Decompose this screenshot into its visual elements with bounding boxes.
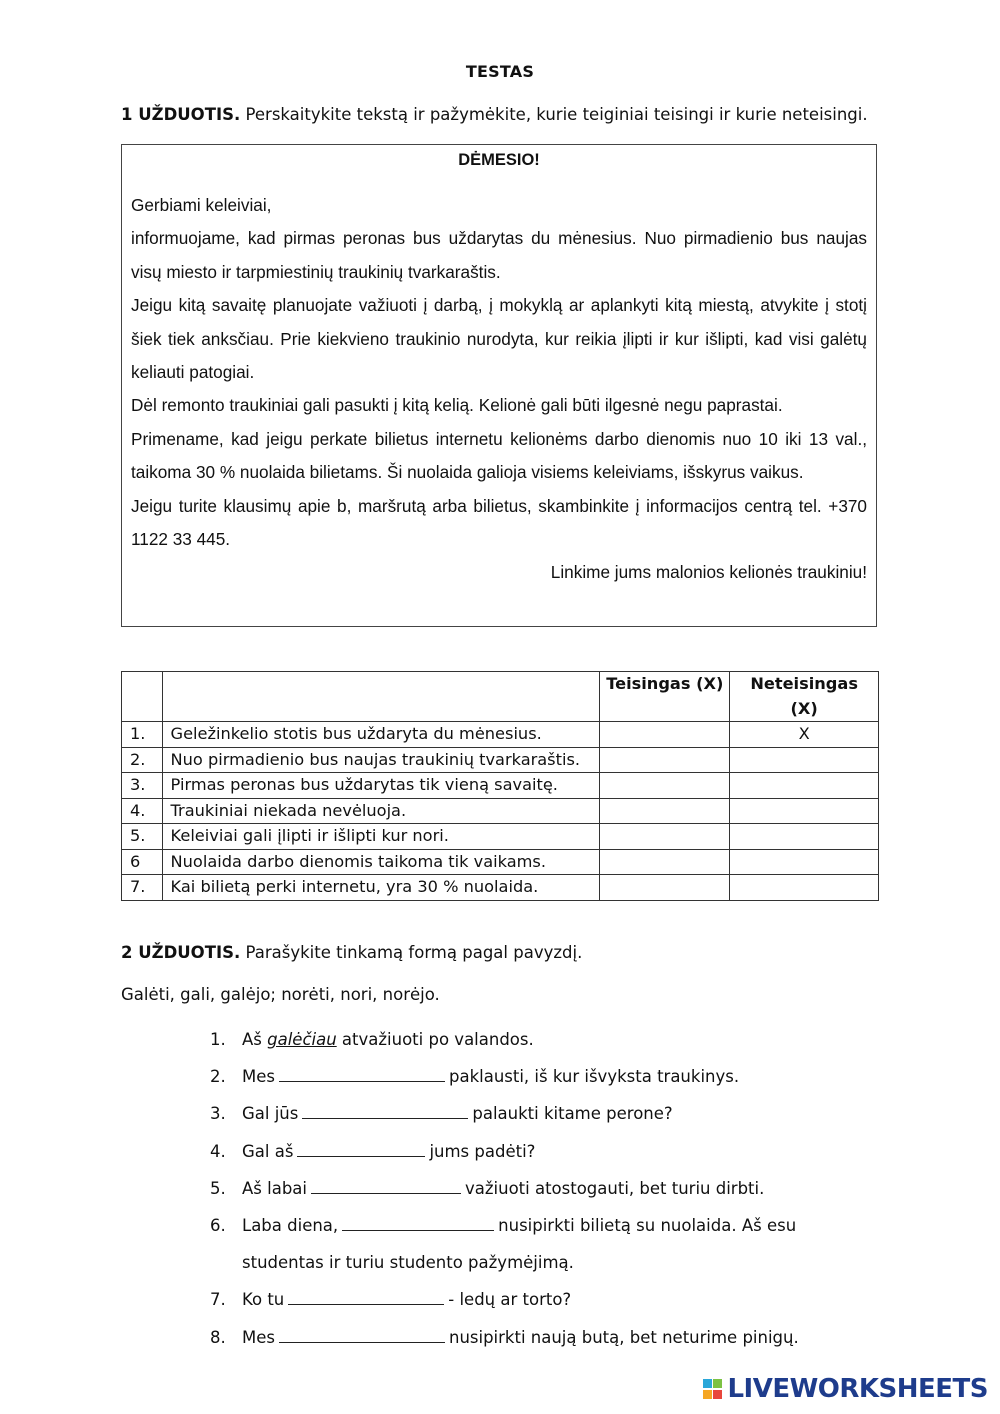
- liveworksheets-logo-icon: [703, 1377, 723, 1401]
- notice-paragraph-1: informuojame, kad pirmas peronas bus uždarytas du mėnesius. Nuo pirmadienio bus naujas visų miesto ir tarpmiestinių traukinių tvarkaraštis.: [131, 228, 867, 282]
- answer-blank-input[interactable]: [297, 1140, 425, 1157]
- exercise-item: [210, 1133, 850, 1170]
- exercise-text-after: jums padėti?: [429, 1141, 536, 1161]
- table-row: [122, 875, 879, 901]
- answer-blank-input[interactable]: [279, 1065, 445, 1082]
- table-row: [122, 747, 879, 773]
- notice-paragraph-4: Primename, kad jeigu perkate bilietus internetu kelionėms darbo dienomis nuo 10 iki 13 val., taikoma 30 % nuolaida bilietams. Ši nuolaida galioja visiems keleiviams, išskyrus vaikus.: [131, 428, 867, 483]
- exercise-number: 1.: [210, 1030, 226, 1049]
- task1-label: 1 UŽDUOTIS.: [121, 105, 241, 124]
- header-statement: [162, 672, 600, 722]
- row-false-cell[interactable]: [730, 875, 879, 901]
- notice-title: DĖMESIO!: [458, 151, 540, 169]
- notice-paragraph-3: Dėl remonto traukiniai gali pasukti į kitą kelią. Kelionė gali būti ilgesnė negu paprastai.: [131, 395, 783, 416]
- exercise-text-before: Laba diena,: [242, 1216, 339, 1236]
- exercise-text-after: nusipirkti naują butą, bet neturime pinigų.: [448, 1327, 799, 1347]
- exercise-text-before: Aš labai: [242, 1178, 307, 1198]
- row-statement: Pirmas peronas bus uždarytas tik vieną savaitę.: [162, 773, 600, 799]
- answer-blank-input[interactable]: [288, 1288, 444, 1305]
- header-num: [122, 672, 163, 722]
- exercise-item: [210, 1058, 850, 1095]
- row-statement: Keleiviai gali įlipti ir išlipti kur nori.: [162, 824, 600, 850]
- exercise-text-after: atvažiuoti po valandos.: [336, 1030, 534, 1049]
- row-false-cell[interactable]: X: [730, 722, 879, 748]
- row-number: 1.: [122, 722, 163, 748]
- row-false-cell[interactable]: [730, 798, 879, 824]
- answer-blank-input[interactable]: [311, 1177, 461, 1194]
- row-true-cell[interactable]: [600, 722, 730, 748]
- exercise-text-after: paklausti, iš kur išvyksta traukinys.: [448, 1067, 740, 1087]
- exercise-number: 4.: [210, 1141, 226, 1161]
- row-statement: Geležinkelio stotis bus uždaryta du mėnesius.: [162, 722, 600, 748]
- exercise-text-before: Gal jūs: [242, 1104, 299, 1124]
- exercise-text-before: Mes: [242, 1067, 275, 1087]
- row-statement: Kai bilietą perki internetu, yra 30 % nuolaida.: [162, 875, 600, 901]
- row-number: 6: [122, 849, 163, 875]
- exercise-text-before: Mes: [242, 1327, 275, 1347]
- row-number: 3.: [122, 773, 163, 799]
- statements-table: [121, 671, 879, 901]
- table-row: [122, 849, 879, 875]
- header-false: Neteisingas (X): [730, 672, 879, 722]
- exercise-list: [210, 1021, 850, 1356]
- watermark: [703, 1374, 988, 1404]
- table-row: [122, 722, 879, 748]
- task2-label: 2 UŽDUOTIS.: [121, 943, 241, 962]
- task1-heading: [121, 105, 868, 124]
- exercise-text-after: nusipirkti bilietą su nuolaida. Aš esu studentas ir turiu studento pažymėjimą.: [242, 1216, 797, 1273]
- exercise-text-after: važiuoti atostogauti, bet turiu dirbti.: [465, 1178, 765, 1198]
- header-true: Teisingas (X): [600, 672, 730, 722]
- row-number: 7.: [122, 875, 163, 901]
- exercise-number: 7.: [210, 1290, 226, 1310]
- exercise-item: [210, 1170, 850, 1207]
- exercise-item: [210, 1021, 850, 1058]
- row-true-cell[interactable]: [600, 747, 730, 773]
- exercise-text-before: Ko tu: [242, 1290, 285, 1310]
- exercise-item: [210, 1095, 850, 1132]
- row-statement: Traukiniai niekada nevėluoja.: [162, 798, 600, 824]
- row-false-cell[interactable]: [730, 747, 879, 773]
- exercise-text-after: palaukti kitame perone?: [472, 1104, 673, 1124]
- exercise-item: [210, 1281, 850, 1318]
- exercise-text-before: Aš: [242, 1030, 268, 1049]
- answer-blank-input[interactable]: [279, 1326, 445, 1343]
- table-row: [122, 773, 879, 799]
- notice-box: [121, 144, 877, 627]
- row-statement: Nuo pirmadienio bus naujas traukinių tvarkaraštis.: [162, 747, 600, 773]
- row-false-cell[interactable]: [730, 773, 879, 799]
- row-false-cell[interactable]: [730, 849, 879, 875]
- exercise-number: 8.: [210, 1327, 226, 1347]
- notice-greeting: Gerbiami keleiviai,: [131, 195, 272, 215]
- task2-heading: [121, 943, 582, 962]
- task1-instruction: Perskaitykite tekstą ir pažymėkite, kurie teiginiai teisingi ir kurie neteisingi.: [245, 105, 868, 124]
- row-true-cell[interactable]: [600, 773, 730, 799]
- exercise-text-before: Gal aš: [242, 1141, 294, 1161]
- table-row: [122, 824, 879, 850]
- page-title: TESTAS: [465, 62, 535, 81]
- exercise-number: 5.: [210, 1178, 226, 1198]
- row-true-cell[interactable]: [600, 849, 730, 875]
- table-row: [122, 798, 879, 824]
- notice-signoff: Linkime jums malonios kelionės traukiniu!: [550, 562, 867, 583]
- row-false-cell[interactable]: [730, 824, 879, 850]
- exercise-number: 3.: [210, 1104, 226, 1124]
- row-number: 4.: [122, 798, 163, 824]
- row-number: 2.: [122, 747, 163, 773]
- row-true-cell[interactable]: [600, 875, 730, 901]
- exercise-text-after: - ledų ar torto?: [448, 1290, 572, 1310]
- table-header-row: [122, 672, 879, 722]
- exercise-number: 6.: [210, 1216, 226, 1236]
- row-true-cell[interactable]: [600, 824, 730, 850]
- exercise-number: 2.: [210, 1067, 226, 1087]
- task2-instruction: Parašykite tinkamą formą pagal pavyzdį.: [245, 943, 583, 962]
- answer-blank-input[interactable]: [302, 1102, 468, 1119]
- watermark-text: LIVEWORKSHEETS: [727, 1374, 988, 1404]
- row-statement: Nuolaida darbo dienomis taikoma tik vaikams.: [162, 849, 600, 875]
- row-number: 5.: [122, 824, 163, 850]
- notice-paragraph-5: Jeigu turite klausimų apie b, maršrutą arba bilietus, skambinkite į informacijos centrą tel. +370 1122 33 445.: [131, 495, 867, 550]
- exercise-example-answer: galėčiau: [267, 1030, 337, 1049]
- exercise-item: [210, 1319, 850, 1356]
- exercise-item: [210, 1207, 850, 1281]
- word-forms: Galėti, gali, galėjo; norėti, nori, norėjo.: [121, 985, 440, 1004]
- answer-blank-input[interactable]: [342, 1214, 494, 1231]
- row-true-cell[interactable]: [600, 798, 730, 824]
- notice-paragraph-2: Jeigu kitą savaitę planuojate važiuoti į darbą, į mokyklą ar aplankyti kitą miestą, atvykite į stotį šiek tiek anksčiau. Prie kiekvieno traukinio nurodyta, kur reikia įlipti ir kur išlipti, kad visi galėtų keliauti patogiai.: [131, 295, 867, 383]
